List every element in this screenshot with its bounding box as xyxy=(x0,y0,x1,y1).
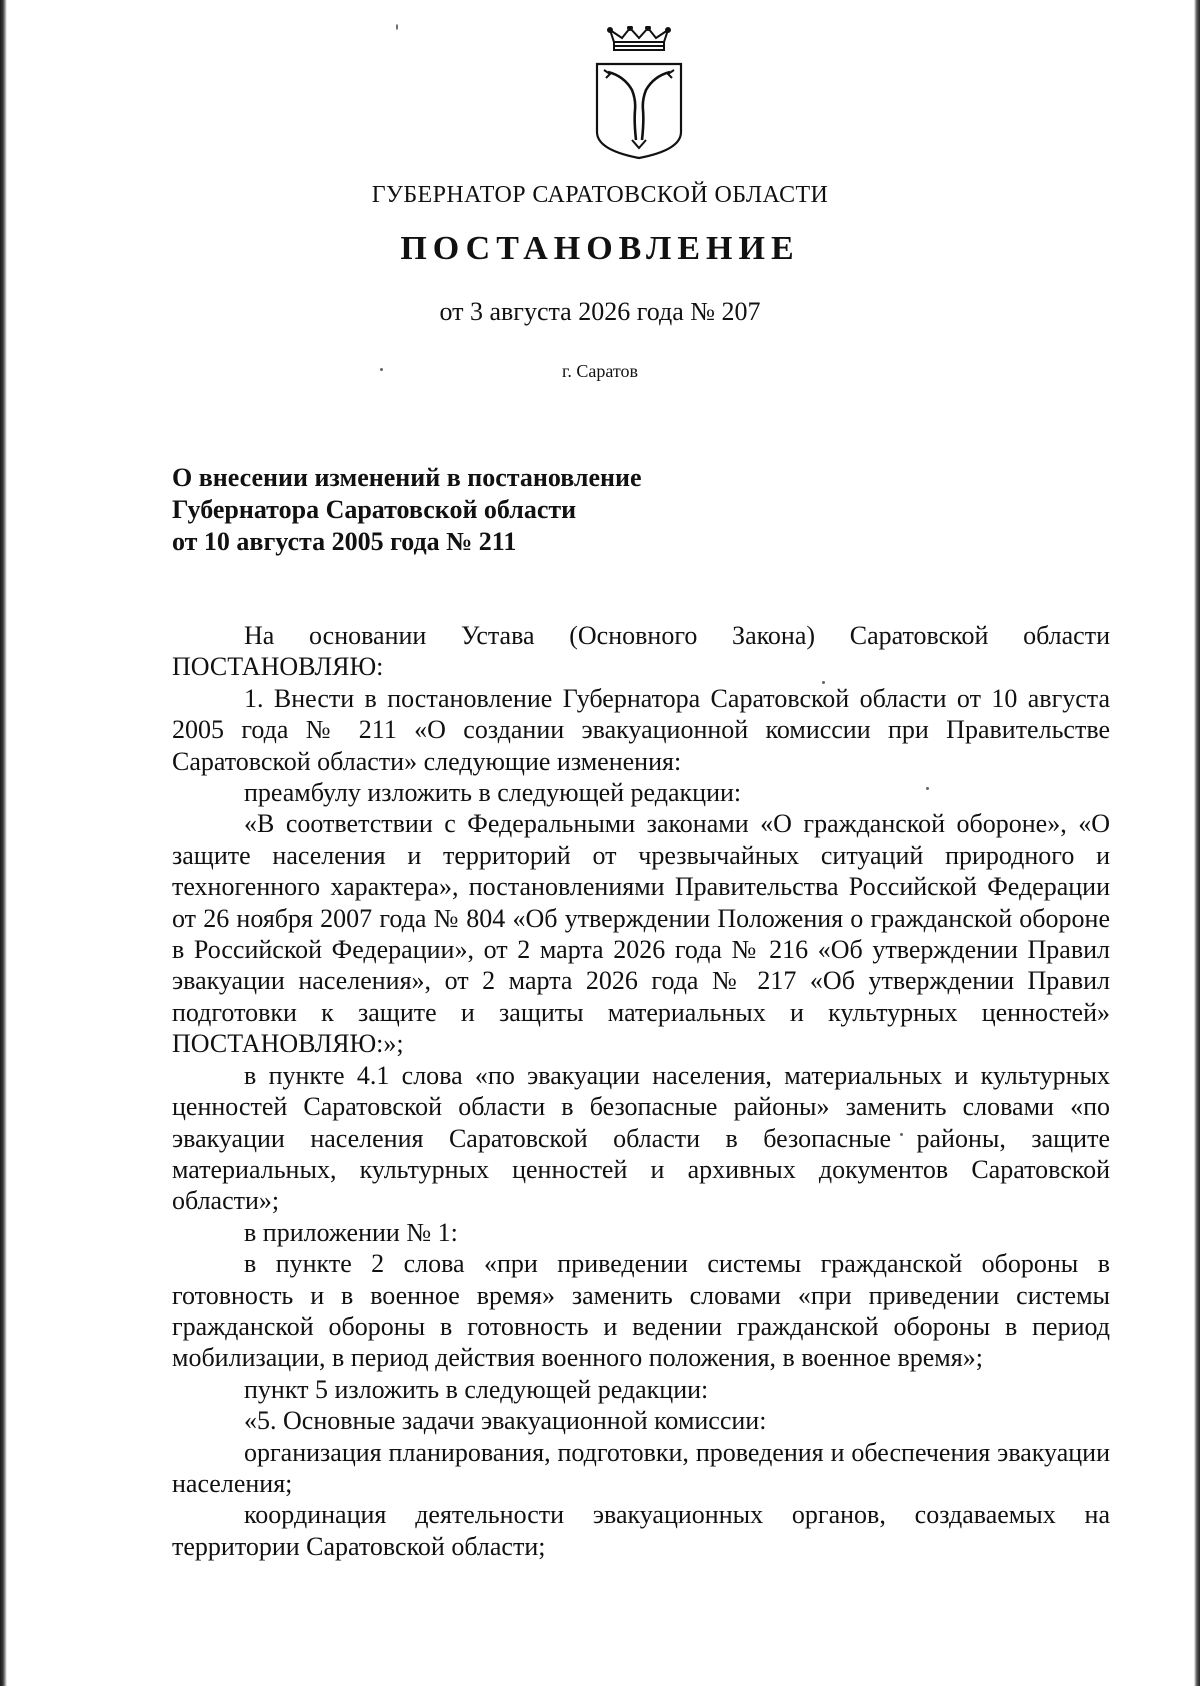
body-paragraph: в приложении № 1: xyxy=(244,1217,458,1247)
body-paragraph: «В соответствии с Федеральными законами «О гражданской обороне», «О защите населения и территорий от чрезвычайных ситуаций природного и техногенного характера», постановлениями Правительства Российской Федерации от 26 ноября 2007 года № 804 «Об утверждении Положения о гражданской обороне в Российской Федерации», от 2 марта 2026 года № 216 «Об утверждении Правил эвакуации населения», от 2 марта 2026 года № 217 «Об утверждении Правил подготовки к защите и защиты материальных и культурных ценностей» ПОСТАНОВЛЯЮ:»; xyxy=(172,809,1110,1059)
subject-line: Губернатора Саратовской области xyxy=(172,495,577,524)
document-type-title: ПОСТАНОВЛЕНИЕ xyxy=(400,230,800,267)
body-paragraph: преамбулу изложить в следующей редакции: xyxy=(244,778,742,808)
document-body xyxy=(172,620,1110,1562)
subject-line: О внесении изменений в постановление xyxy=(172,463,642,492)
body-paragraph: координация деятельности эвакуационных органов, создаваемых на территории Саратовской области; xyxy=(172,1500,1110,1561)
body-paragraph: организация планирования, подготовки, проведения и обеспечения эвакуации населения; xyxy=(172,1437,1110,1498)
document-city: г. Саратов xyxy=(562,361,638,381)
body-paragraph: 1. Внести в постановление Губернатора Саратовской области от 10 августа 2005 года № 211 «О создании эвакуационной комиссии при Правительстве Саратовской области» следующие изменения: xyxy=(172,683,1110,776)
body-paragraph: «5. Основные задачи эвакуационной комиссии: xyxy=(244,1406,767,1436)
body-paragraph: в пункте 2 слова «при приведении системы гражданской обороны в готовность и в военное время» заменить словами «при приведении системы гражданской обороны в готовность и ведении гражданской обороны в период мобилизации, в период действия военного положения, в военное время»; xyxy=(172,1249,1110,1373)
coat-of-arms-icon xyxy=(592,26,686,160)
issuing-authority: ГУБЕРНАТОР САРАТОВСКОЙ ОБЛАСТИ xyxy=(371,182,829,208)
subject-line: от 10 августа 2005 года № 211 xyxy=(172,527,517,556)
document-subject xyxy=(172,462,872,558)
document-date-number: от 3 августа 2026 года № 207 xyxy=(439,297,761,326)
body-paragraph: в пункте 4.1 слова «по эвакуации населения, материальных и культурных ценностей Саратовской области в безопасные районы» заменить словами «по эвакуации населения Саратовской области в безопасные районы, защите материальных, культурных ценностей и архивных документов Саратовской области»; xyxy=(172,1060,1110,1216)
body-paragraph: пункт 5 изложить в следующей редакции: xyxy=(244,1374,709,1404)
body-paragraph: На основании Устава (Основного Закона) Саратовской области ПОСТАНОВЛЯЮ: xyxy=(172,621,1110,682)
scan-speck xyxy=(396,24,398,30)
